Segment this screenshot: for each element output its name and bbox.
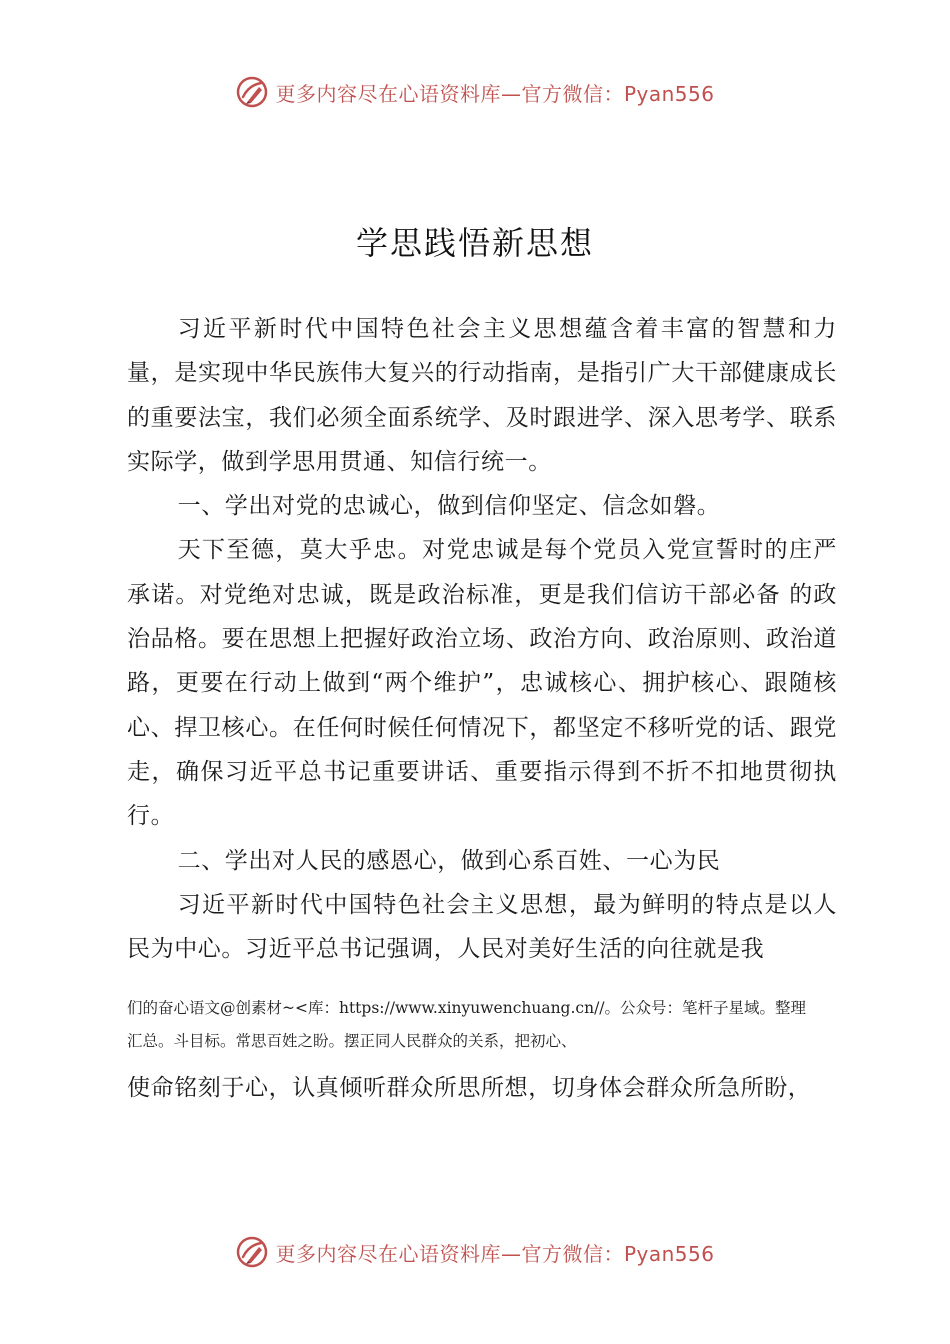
note-line-1: 们的奋心语文@创素材~<库：https://www.xinyuwenchuang.cn//。公众号：笔杆子星域。整理 — [127, 999, 807, 1017]
paragraph-loyalty: 天下至德，莫大乎忠。对党忠诚是每个党员入党宣誓时的庄严承诺。对党绝对忠诚，既是政治标准，更是我们信访干部必备 的政治品格。要在思想上把握好政治立场、政治方向、政治原则、政治道路，更要在行动上做到“两个维护”，忠诚核心、拥护核心、跟随核心、捍卫核心。在任何时候任何情况下，都坚定不移听党的话、跟党走，确保习近平总书记重要讲话、重要指示得到不折不扣地贯彻执行。 — [127, 537, 837, 830]
paragraph-intro: 习近平新时代中国特色社会主义思想蕴含着丰富的智慧和力量，是实现中华民族伟大复兴的行动指南，是指引广大干部健康成长的重要法宝，我们必须全面系统学、及时跟进学、深入思考学、联系实际学，做到学思用贯通、知信行统一。 — [127, 316, 837, 475]
banner-text: 更多内容尽在心语资料库—官方微信：Pyan556 — [275, 81, 715, 106]
pen-logo-icon — [235, 1235, 269, 1269]
document-body — [127, 307, 837, 971]
continuation-line: 使命铭刻于心，认真倾听群众所思所想，切身体会群众所急所盼， — [127, 1075, 812, 1101]
paragraph-people: 习近平新时代中国特色社会主义思想，最为鲜明的特点是以人民为中心。习近平总书记强调，人民对美好生活的向往就是我 — [127, 891, 837, 963]
continuation-text — [127, 1066, 847, 1110]
section-heading-2: 二、学出对人民的感恩心，做到心系百姓、一心为民 — [177, 847, 721, 874]
banner-text: 更多内容尽在心语资料库—官方微信：Pyan556 — [275, 1241, 715, 1266]
pen-logo-icon — [235, 75, 269, 109]
note-line-2: 汇总。斗目标。常思百姓之盼。摆正同人民群众的关系，把初心、 — [127, 1032, 577, 1050]
document-title: 学思践悟新思想 — [355, 224, 594, 262]
footer-banner — [0, 1232, 950, 1272]
inserted-note — [127, 992, 851, 1058]
header-banner — [0, 72, 950, 112]
section-heading-1: 一、学出对党的忠诚心，做到信仰坚定、信念如磐。 — [177, 493, 721, 520]
